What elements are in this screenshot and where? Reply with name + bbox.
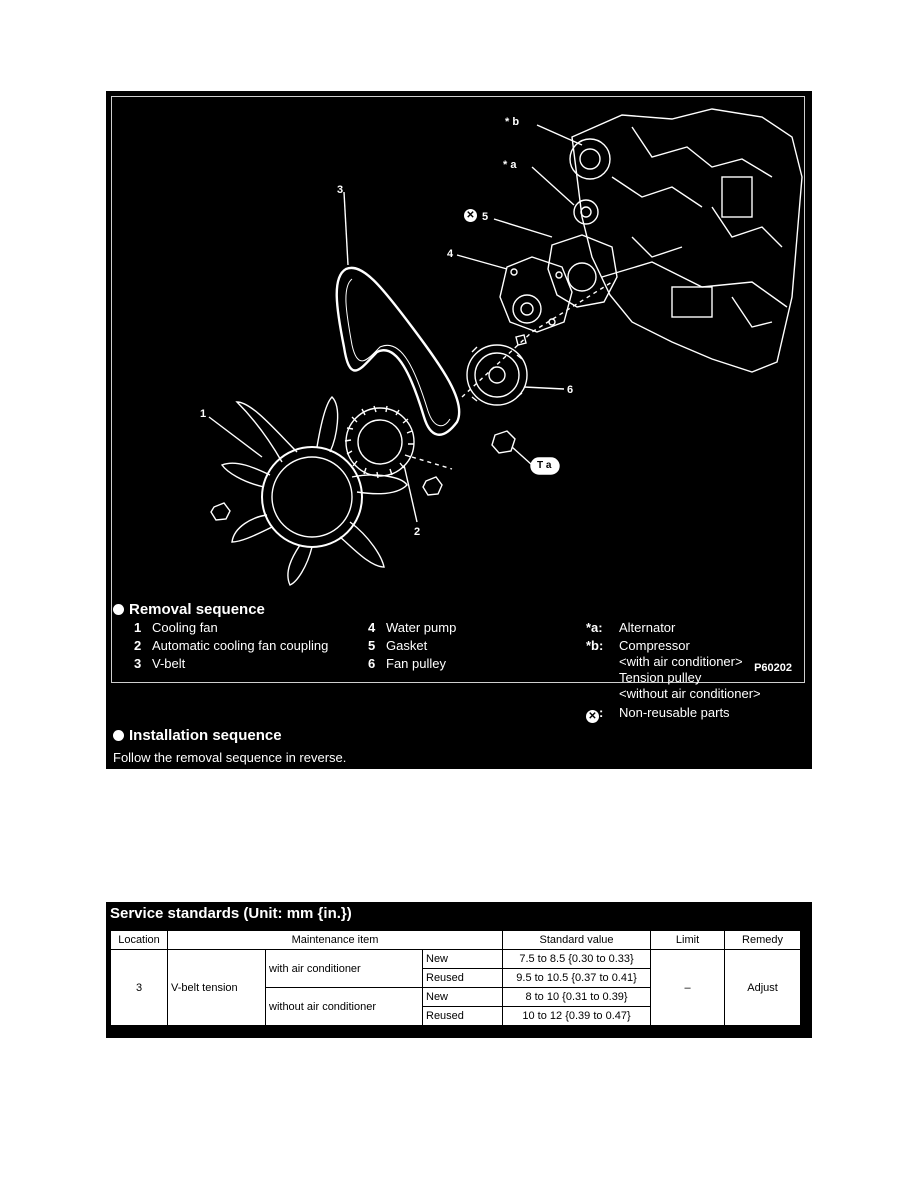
fan-coupling — [345, 406, 414, 478]
legend-num: 1 — [134, 620, 142, 635]
fan-nut — [492, 431, 515, 453]
col-standard-value: Standard value — [503, 931, 651, 950]
standards-table — [110, 930, 801, 1026]
note-alternator — [586, 621, 675, 634]
cell-condition: New — [423, 988, 503, 1007]
note-key: *a: — [586, 620, 603, 635]
engine-illustration — [112, 97, 805, 683]
cell-condition: New — [423, 950, 503, 969]
callout-5: 5 — [482, 211, 489, 223]
cell-value: 9.5 to 10.5 {0.37 to 0.41} — [503, 969, 651, 988]
cell-ac: with air conditioner — [266, 950, 423, 988]
water-pump — [500, 257, 572, 332]
cell-value: 10 to 12 {0.39 to 0.47} — [503, 1007, 651, 1026]
legend-num: 5 — [368, 638, 376, 653]
legend-item — [368, 639, 427, 652]
removal-heading-text: Removal sequence — [129, 601, 265, 618]
callout-1: 1 — [200, 408, 207, 420]
installation-heading-text: Installation sequence — [129, 727, 282, 744]
callout-b-letter: b — [512, 116, 520, 128]
note-key: *b: — [586, 638, 604, 653]
cell-no-ac: without air conditioner — [266, 988, 423, 1026]
cell-condition: Reused — [423, 1007, 503, 1026]
callout-6: 6 — [567, 384, 574, 396]
legend-label: Fan pulley — [386, 656, 446, 671]
legend-num: 2 — [134, 638, 142, 653]
note-non-reusable — [586, 706, 730, 723]
legend-label: Cooling fan — [152, 620, 218, 635]
legend-item — [368, 621, 456, 634]
removal-heading — [113, 602, 265, 617]
col-limit: Limit — [651, 931, 725, 950]
col-location: Location — [111, 931, 168, 950]
non-reusable-icon: ✕ — [464, 209, 477, 222]
v-belt — [337, 268, 460, 435]
exploded-view-figure — [106, 91, 812, 769]
legend-item — [134, 621, 218, 634]
cell-location: 3 — [111, 950, 168, 1026]
cell-value: 7.5 to 8.5 {0.30 to 0.33} — [503, 950, 651, 969]
callout-a-letter: a — [510, 159, 517, 171]
note-label: Alternator — [619, 620, 676, 635]
gasket — [548, 235, 617, 307]
note-line: <with air conditioner> — [619, 654, 743, 669]
legend-num: 4 — [368, 620, 376, 635]
table-header-row — [111, 931, 801, 950]
note-key: : — [599, 705, 604, 720]
non-reusable-icon: ✕ — [586, 710, 599, 723]
col-maintenance-item: Maintenance item — [168, 931, 503, 950]
legend-item — [134, 639, 328, 652]
cooling-fan — [222, 397, 407, 585]
table-row — [111, 950, 801, 969]
cell-remedy: Adjust — [725, 950, 801, 1026]
legend-item — [368, 657, 446, 670]
legend-label: Automatic cooling fan coupling — [152, 638, 329, 653]
installation-text: Follow the removal sequence in reverse. — [113, 750, 347, 765]
standards-title: Service standards (Unit: mm {in.}) — [110, 905, 352, 922]
compressor-pulley — [570, 139, 610, 179]
figure-code: P60202 — [754, 662, 792, 674]
legend-num: 3 — [134, 656, 142, 671]
callout-2: 2 — [414, 526, 421, 538]
cell-condition: Reused — [423, 969, 503, 988]
legend-label: Water pump — [386, 620, 457, 635]
cell-limit: – — [651, 950, 725, 1026]
cell-value: 8 to 10 {0.31 to 0.39} — [503, 988, 651, 1007]
note-label: Compressor — [619, 638, 690, 653]
legend-item — [134, 657, 185, 670]
note-compressor — [586, 639, 690, 652]
callout-star-a: * a — [503, 159, 517, 171]
alternator-pulley — [574, 200, 598, 224]
callout-3: 3 — [337, 184, 344, 196]
legend-label: V-belt — [152, 656, 186, 671]
note-line: Tension pulley — [619, 670, 702, 685]
note-line: <without air conditioner> — [619, 686, 761, 701]
installation-heading — [113, 728, 282, 743]
col-remedy: Remedy — [725, 931, 801, 950]
legend-label: Gasket — [386, 638, 428, 653]
engine-diagram — [111, 96, 805, 683]
callout-4: 4 — [447, 248, 454, 260]
callout-star-b: * b — [505, 116, 520, 128]
legend-num: 6 — [368, 656, 376, 671]
cell-item: V-belt tension — [168, 950, 266, 1026]
note-label: Non-reusable parts — [619, 705, 730, 720]
torque-callout-ta: T a — [537, 460, 552, 471]
service-standards-panel — [106, 902, 812, 1038]
